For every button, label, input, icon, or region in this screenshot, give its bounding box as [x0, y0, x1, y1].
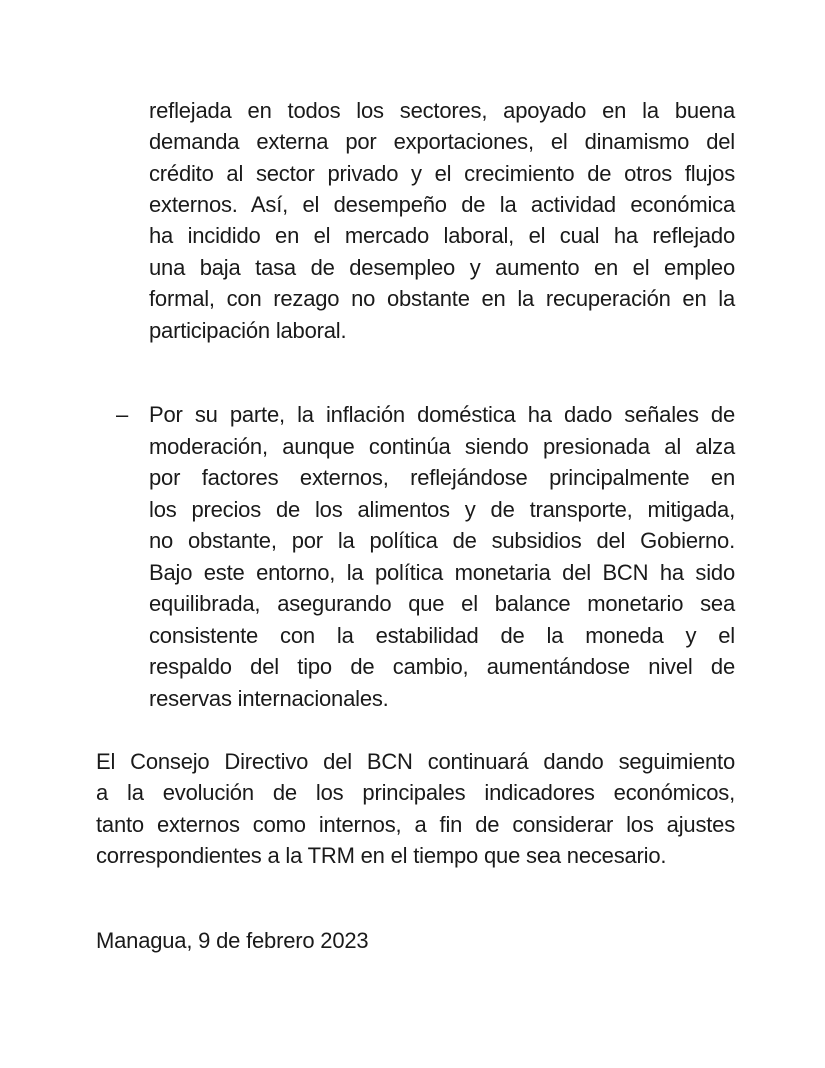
text-line: externos. Así, el desempeño de la actividad económica: [149, 192, 735, 217]
place-date: Managua, 9 de febrero 2023: [96, 928, 369, 953]
text-line: no obstante, por la política de subsidios del Gobierno.: [149, 528, 735, 553]
text-line: participación laboral.: [149, 318, 347, 343]
text-line: Por su parte, la inflación doméstica ha dado señales de: [149, 402, 735, 427]
text-line: los precios de los alimentos y de transporte, mitigada,: [149, 497, 735, 522]
text-line: respaldo del tipo de cambio, aumentándose nivel de: [149, 654, 735, 679]
text-line: tanto externos como internos, a fin de considerar los ajustes: [96, 812, 735, 837]
text-line: consistente con la estabilidad de la moneda y el: [149, 623, 735, 648]
text-line: ha incidido en el mercado laboral, el cual ha reflejado: [149, 223, 735, 248]
text-line: demanda externa por exportaciones, el dinamismo del: [149, 129, 735, 154]
text-line: crédito al sector privado y el crecimiento de otros flujos: [149, 161, 735, 186]
text-line: moderación, aunque continúa siendo presionada al alza: [149, 434, 735, 459]
text-line: una baja tasa de desempleo y aumento en el empleo: [149, 255, 735, 280]
text-line: a la evolución de los principales indicadores económicos,: [96, 780, 735, 805]
bullet-dash-marker: –: [116, 402, 129, 427]
text-line: Bajo este entorno, la política monetaria del BCN ha sido: [149, 560, 735, 585]
text-line: reflejada en todos los sectores, apoyado en la buena: [149, 98, 735, 123]
text-line: equilibrada, asegurando que el balance monetario sea: [149, 591, 735, 616]
text-line: por factores externos, reflejándose principalmente en: [149, 465, 735, 490]
text-line: formal, con rezago no obstante en la recuperación en la: [149, 286, 735, 311]
text-line: correspondientes a la TRM en el tiempo que sea necesario.: [96, 843, 667, 868]
text-line: reservas internacionales.: [149, 686, 389, 711]
text-line: El Consejo Directivo del BCN continuará dando seguimiento: [96, 749, 735, 774]
